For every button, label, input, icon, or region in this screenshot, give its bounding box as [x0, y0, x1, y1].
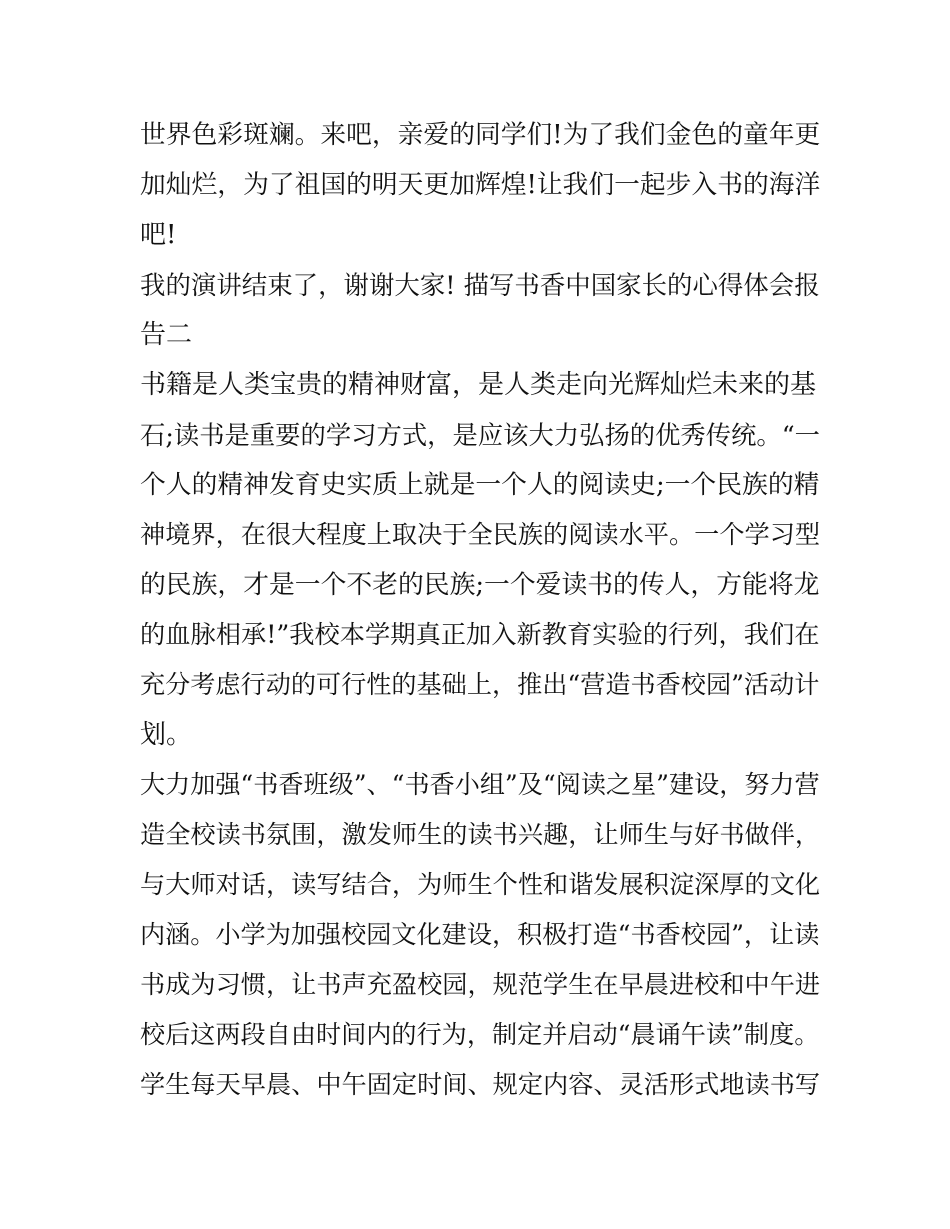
text-line: 我的演讲结束了，谢谢大家! 描写书香中国家长的心得体会报	[140, 270, 820, 300]
text-line: 吧!	[140, 220, 177, 250]
text-line: 书籍是人类宝贵的精神财富，是人类走向光辉灿烂未来的基	[140, 370, 817, 400]
text-line: 大力加强“书香班级”、“书香小组”及“阅读之星”建设，努力营	[140, 770, 820, 799]
text-line: 内涵。小学为加强校园文化建设，积极打造“书香校园”，让读	[140, 920, 820, 949]
text-line: 造全校读书氛围，激发师生的读书兴趣，让师生与好书做伴，	[140, 820, 821, 849]
text-line: 世界色彩斑斓。来吧，亲爱的同学们!为了我们金色的童年更	[140, 120, 821, 150]
text-line: 告二	[140, 320, 193, 350]
text-line: 个人的精神发育史实质上就是一个人的阅读史;一个民族的精	[140, 470, 820, 500]
text-line: 与大师对话，读写结合，为师生个性和谐发展积淀深厚的文化	[140, 870, 821, 899]
text-line: 石;读书是重要的学习方式，是应该大力弘扬的优秀传统。“一	[140, 420, 821, 450]
text-line: 充分考虑行动的可行性的基础上，推出“营造书香校园”活动计	[140, 670, 820, 699]
text-line: 神境界，在很大程度上取决于全民族的阅读水平。一个学习型	[140, 520, 821, 549]
text-line: 学生每天早晨、中午固定时间、规定内容、灵活形式地读书写	[140, 1070, 821, 1099]
text-line: 校后这两段自由时间内的行为，制定并启动“晨诵午读”制度。	[140, 1020, 820, 1049]
text-line: 书成为习惯，让书声充盈校园，规范学生在早晨进校和中午进	[140, 970, 821, 999]
text-line: 的血脉相承!”我校本学期真正加入新教育实验的行列，我们在	[140, 620, 820, 649]
text-line: 划。	[140, 720, 193, 750]
document-body	[140, 110, 820, 1110]
text-line: 加灿烂，为了祖国的明天更加辉煌!让我们一起步入书的海洋	[140, 170, 821, 200]
text-line: 的民族，才是一个不老的民族;一个爱读书的传人，方能将龙	[140, 570, 820, 600]
